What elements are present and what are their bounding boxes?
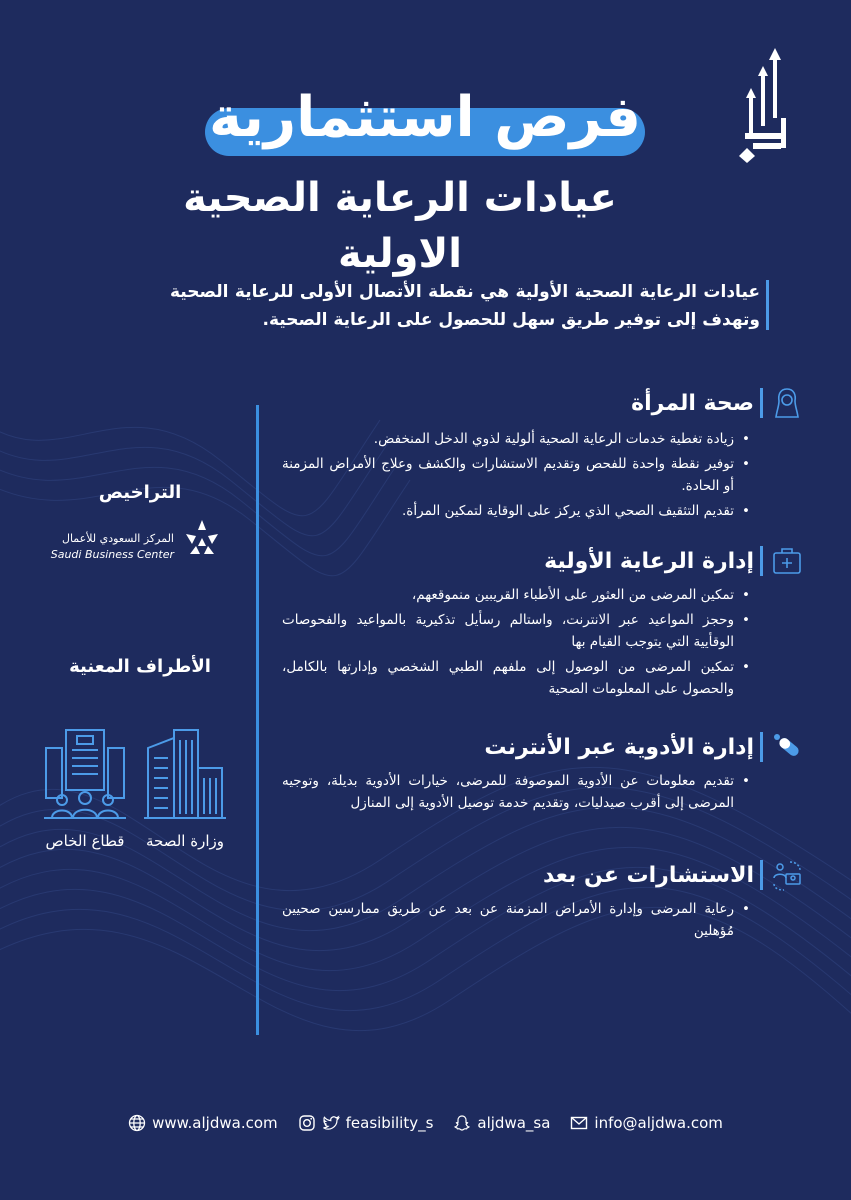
list-item: • تقديم التثقيف الصحي الذي يركز على الوقاية لتمكين المرأة.	[282, 500, 752, 522]
section-list-telemedicine	[282, 898, 752, 945]
section-list-online-pharmacy	[282, 770, 752, 817]
globe-icon	[128, 1114, 146, 1132]
section-title: الاستشارات عن بعد	[542, 862, 754, 888]
saudi-business-center-logo-icon	[178, 516, 226, 564]
footer	[0, 1108, 851, 1138]
remote-consult-icon	[770, 858, 804, 892]
section-title: إدارة الرعاية الأولية	[544, 548, 754, 574]
list-item: • وحجز المواعيد عبر الانترنت، واستالم رسأيل تذكيرية بالمواعيد والفحوصات الوقأيية التي يتوجب القيام بها	[282, 609, 752, 653]
party-private-sector: قطاع الخاص	[45, 832, 125, 850]
office-building-icon	[44, 728, 126, 820]
list-item: • توفير نقطة واحدة للفحص وتقديم الاستشارات والكشف وعلاج الأمراض المزمنة أو الحادة.	[282, 453, 752, 497]
instagram-icon	[298, 1114, 316, 1132]
section-title: إدارة الأدوية عبر الأنترنت	[484, 734, 754, 760]
footer-email-text: info@aljdwa.com	[594, 1114, 723, 1132]
mail-icon	[570, 1114, 588, 1132]
page-subtitle: عيادات الرعاية الصحية الاولية	[183, 175, 617, 277]
intro-text: عيادات الرعاية الصحية الأولية هي نقطة الأتصال الأولى للرعاية الصحية وتهدف إلى توفير طريق سهل للحصول على الرعاية الصحية.	[170, 282, 760, 330]
pill-icon	[770, 730, 804, 764]
column-divider	[256, 405, 259, 1035]
licenses-heading: التراخيص	[98, 482, 182, 503]
medical-kit-icon	[770, 544, 804, 578]
footer-social-text: feasibility_s	[345, 1114, 434, 1132]
list-item: • تمكين المرضى من العثور على الأطباء القريبين منموقعهم،	[282, 584, 752, 606]
towers-icon	[144, 728, 226, 820]
aljdwa-logo-icon	[735, 48, 795, 163]
page-title: فرص استثمارية	[208, 85, 642, 150]
footer-social[interactable]	[298, 1114, 434, 1132]
footer-website-text: www.aljdwa.com	[152, 1114, 278, 1132]
woman-icon	[770, 386, 804, 420]
footer-snapchat[interactable]	[453, 1114, 550, 1132]
section-accent-bar	[760, 860, 763, 890]
section-header-online-pharmacy	[484, 730, 763, 764]
section-accent-bar	[760, 546, 763, 576]
intro-accent-bar	[766, 280, 769, 330]
list-item: • تمكين المرضى من الوصول إلى ملفهم الطبي الشخصي وإدارتها بالكامل، والحصول على المعلومات الصحية	[282, 656, 752, 700]
parties-heading: الأطراف المعنية	[69, 656, 211, 677]
twitter-icon	[322, 1114, 340, 1132]
section-accent-bar	[760, 732, 763, 762]
list-item: • زيادة تغطية خدمات الرعاية الصحية ألولية لذوي الدخل المنخفض.	[282, 428, 752, 450]
section-list-womens-health	[282, 428, 752, 525]
party-ministry-of-health: وزارة الصحة	[146, 832, 224, 850]
saudi-business-center-en: Saudi Business Center	[50, 548, 174, 561]
list-item: • تقديم معلومات عن الأدوية الموصوفة للمرضى، خيارات الأدوية بديلة، وتوجيه المرضى إلى أقرب صيدليات، وتقديم خدمة توصيل الأدوية إلى المنازل	[282, 770, 752, 814]
footer-snapchat-text: aljdwa_sa	[477, 1114, 551, 1132]
section-list-primary-care	[282, 584, 752, 703]
list-item: • رعاية المرضى وإدارة الأمراض المزمنة عن بعد عن طريق ممارسين صحيين مُؤهلين	[282, 898, 752, 942]
section-header-telemedicine	[543, 858, 763, 892]
section-accent-bar	[760, 388, 763, 418]
footer-email[interactable]	[570, 1114, 722, 1132]
saudi-business-center-ar: المركز السعودي للأعمال	[61, 532, 174, 545]
section-header-womens-health	[631, 386, 763, 420]
section-header-primary-care	[544, 544, 763, 578]
snapchat-icon	[453, 1114, 471, 1132]
section-title: صحة المرأة	[631, 390, 754, 416]
footer-website[interactable]	[128, 1114, 278, 1132]
